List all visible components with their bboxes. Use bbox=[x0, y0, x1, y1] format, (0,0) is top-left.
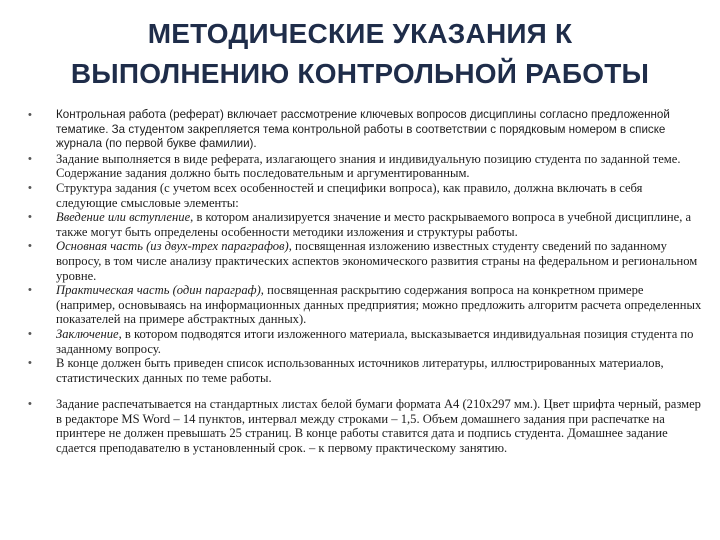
list-item-text: В конце должен быть приведен список использованных источников литературы, иллюстрированных материалов, статистических данных по теме работы. bbox=[56, 356, 664, 385]
bullet-icon: • bbox=[28, 284, 32, 297]
list-item-text: Структура задания (с учетом всех особенностей и специфики вопроса), как правило, должна включать в себя следующие смысловые элементы: bbox=[56, 180, 643, 210]
list-item bbox=[28, 356, 704, 385]
list-item bbox=[28, 108, 704, 152]
list-item-emphasis: Основная часть (из двух-трех параграфов) bbox=[56, 239, 289, 254]
list-item bbox=[28, 210, 704, 239]
list-item-text: , в котором подводятся итоги изложенного материала, высказывается индивидуальная позиция студента по заданному вопросу. bbox=[56, 326, 694, 356]
list-item bbox=[28, 152, 704, 181]
list-item bbox=[28, 181, 704, 210]
bullet-icon: • bbox=[28, 211, 32, 224]
bullet-list bbox=[28, 108, 704, 456]
bullet-icon: • bbox=[28, 240, 32, 253]
bullet-icon: • bbox=[28, 398, 32, 411]
list-item-text: Задание выполняется в виде реферата, излагающего знания и индивидуальную позицию студента по заданной теме. Содержание задания должно быть последовательным и аргументированным. bbox=[56, 151, 681, 181]
list-item bbox=[28, 327, 704, 356]
bullet-icon: • bbox=[28, 327, 32, 340]
slide-title-line-2: ВЫПОЛНЕНИЮ КОНТРОЛЬНОЙ РАБОТЫ bbox=[70, 58, 650, 89]
bullet-icon: • bbox=[28, 152, 32, 165]
list-item bbox=[28, 397, 704, 455]
list-item bbox=[28, 283, 704, 327]
slide-title-line-1: МЕТОДИЧЕСКИЕ УКАЗАНИЯ К bbox=[147, 18, 573, 49]
bullet-icon: • bbox=[28, 181, 32, 194]
bullet-icon: • bbox=[28, 357, 32, 370]
bullet-icon: • bbox=[28, 109, 32, 121]
list-item-text: , в котором анализируется значение и место раскрываемого вопроса в учебной дисциплине, а также могут быть определены особенности методики изложения и структуры работы. bbox=[56, 210, 692, 239]
list-item-text: , посвященная изложению известных студенту сведений по заданному вопросу, в том числе анализу практических аспектов экономического развития страны на федеральном и региональном уровне. bbox=[56, 239, 698, 283]
slide-title bbox=[40, 14, 680, 94]
list-item-text: Контрольная работа (реферат) включает рассмотрение ключевых вопросов дисциплины согласно предложенной тематике. За студентом закрепляется тема контрольной работы в соответствии с порядковым номером в списке журнала (по первой букве фамилии). bbox=[56, 108, 670, 151]
list-item-emphasis: Введение или вступление bbox=[56, 210, 191, 225]
list-item-emphasis: Практическая часть (один параграф) bbox=[56, 283, 261, 298]
list-item-emphasis: Заключение bbox=[56, 326, 119, 341]
list-item-text: , посвященная раскрытию содержания вопроса на конкретном примере (например, основываясь на информационных данных предприятия; можно предложить алгоритм расчета определенных показателей на примере абстрактных данных). bbox=[56, 283, 702, 327]
list-item-text: Задание распечатывается на стандартных листах белой бумаги формата А4 (210х297 мм.). Цвет шрифта черный, размер в редакторе MS Word – 14 пунктов, интервал между строками – 1,5. Объем домашнего задания при распечатке на принтере не должен превышать 25 страниц. В конце работы ставится дата и подпись студента. Домашнее задание сдается преподавателю в установленный срок. – к первому практическому занятию. bbox=[56, 397, 701, 456]
list-item bbox=[28, 239, 704, 283]
